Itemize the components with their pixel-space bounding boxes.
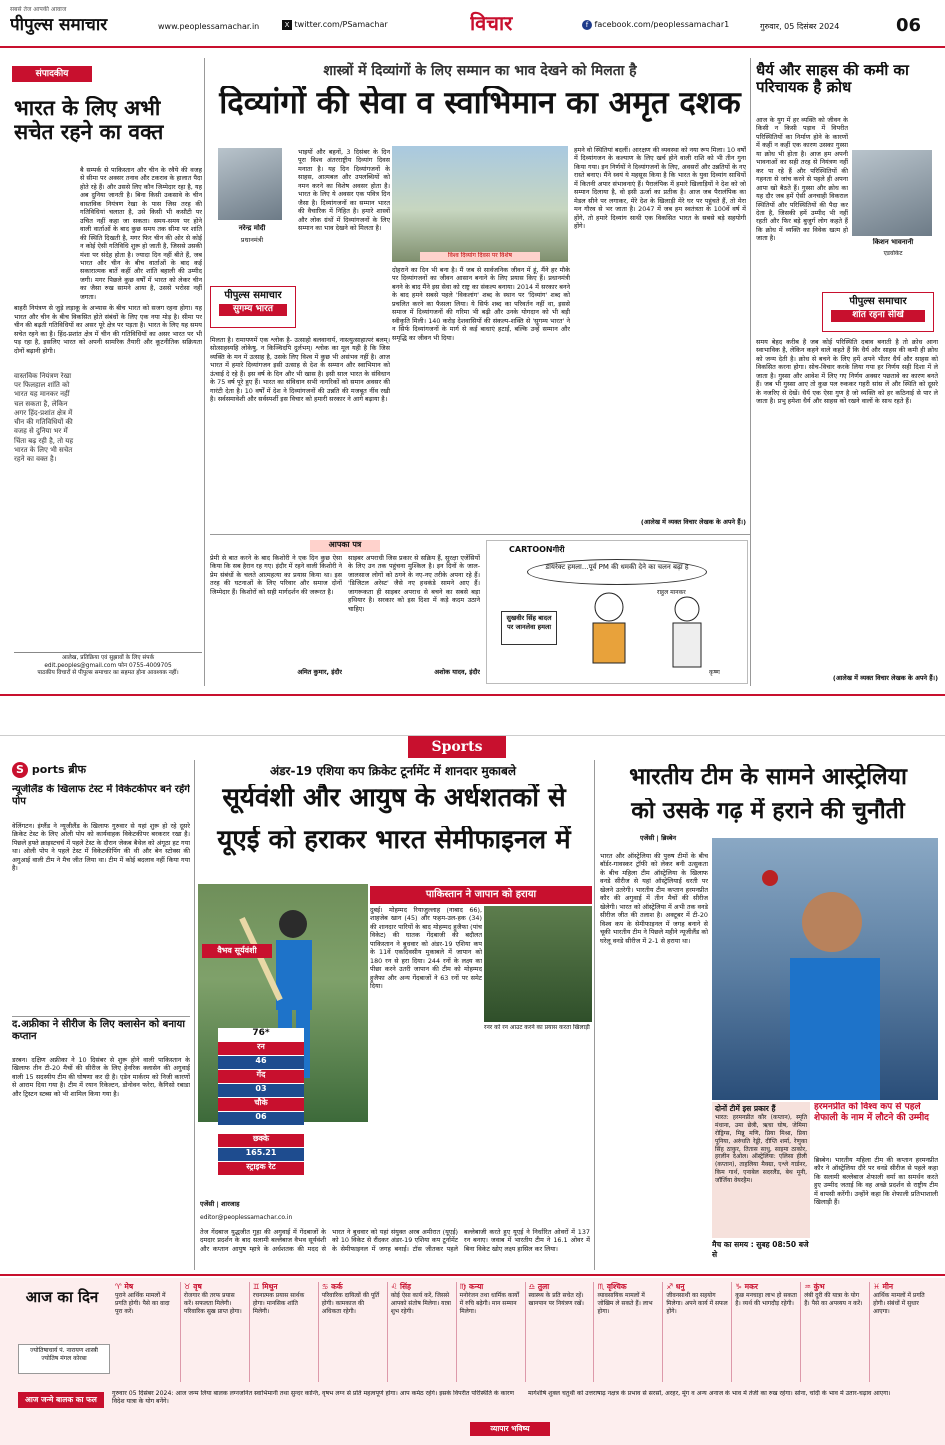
photo-caption: विश्व दिव्यांग दिवस पर विशेष [420, 252, 540, 261]
zodiac-sagittarius: ♐ धनु जीवनसाथी का सहयोग मिलेगा। अपने कार्य में सफल होंगे। [663, 1282, 732, 1382]
brand-logo: सबसे तेज आपकी आवाज पीपुल्स समाचार [10, 6, 108, 35]
player-stats-2: छक्के 165.21 स्ट्राइक रेट [218, 1134, 304, 1180]
zodiac-aries: ♈ मेष पुराने आर्थिक मामलों में प्रगति होगी। पैसे का वादा पूरा करें। [112, 1282, 181, 1382]
website-link[interactable]: www.peoplessamachar.in [158, 22, 260, 31]
issue-date: गुरुवार, 05 दिसंबर 2024 [760, 22, 840, 31]
leo-icon: ♌ [390, 1282, 398, 1291]
trade-text: मार्गशीर्ष शुक्ल चतुर्थी को उत्तराषाढ़ नक्षत्र के प्रभाव से सरसों, अरहर, मूंग व अन्य अनाज के भाव में तेजी का रुख रहेगा। सोना, चांदी के भाव में उतार-चढ़ाव आएगा। [528, 1390, 891, 1397]
editorial-label: संपादकीय [12, 66, 92, 82]
brief2-body: डरबन। दक्षिण अफ्रीका ने 10 दिसंबर से शुरू होने वाली पाकिस्तान के खिलाफ तीन टी-20 मैचों की सीरीज के लिए हेनरिक क्लासेन की अगुवाई वाली 15 सदस्यीय टीम की घोषणा कर दी है। एडेन मार्करम को निजी कारणों से आराम दिया गया है। टीम में रयान रिकेल्टन, डोनोवन फरेरा, कैगिसो रबाडा और ट्रिस्टन स्टब्स को भी शामिल किया गया है। [12, 1056, 190, 1098]
pak-caption: रनर को रन आउट करने का प्रयास करता खिलाड़ी [484, 1024, 590, 1031]
right-body-bottom: समय बेहद करीब है जब कोई परिस्थिति दबाव बनाती है तो क्रोध आना स्वाभाविक है, लेकिन कहने वाले कहते हैं कि धैर्य और साहस की कमी ही क्रोध को जन्म देती है। क्रोध से बचने के लिए हमें अपने भीतर धैर्य और साहस को विकसित करना होगा। सोच-विचार करके लिया गया हर निर्णय सही दिशा में ले जाता है। गुस्सा और आवेश में लिए गए निर्णय अक्सर पछतावे का कारण बनते हैं। जब भी गुस्सा आए तो कुछ पल रुककर गहरी सांस लें और स्थिति को दूसरे के नजरिए से देखें। धैर्य एक ऐसा गुण है जो व्यक्ति को हर कठिनाई से पार ले जाता है। प्रभु हमेशा धैर्य और साहस को रखने वालों के साथ रहते हैं। [756, 338, 938, 406]
sagittarius-icon: ♐ [666, 1282, 674, 1291]
team-box: दोनों टीमें इस प्रकार हैं भारत: हरमनप्रीत कौर (कप्तान), स्मृति मंधाना, उमा छेत्री, ऋचा घोष, जेमिमा रोड्रिग्स, मिन्नू मणि, प्रिया मिश्रा, प्रिया पूनिया, अरुंधति रेड्डी, दीप्ति शर्मा, रेणुका सिंह ठाकुर, तितास साधु, साइमा ठाकोर, हरलीन देओल। ऑस्ट्रेलिया: एलिसा हीली (कप्तान), ताहलिया मैक्ग्रा, एश्ले गार्डनर, किम गार्थ, एनाबेल सदरलैंड, बेथ मूनी, जॉर्जिया वेयरहैम। [712, 1102, 810, 1238]
harman-body: ब्रिस्बेन। भारतीय महिला टीम की कप्तान हरमनप्रीत कौर ने ऑस्ट्रेलिया दौरे पर वनडे सीरीज से पहले कहा कि सलामी बल्लेबाज शेफाली वर्मा का समर्थन करते हुए उम्मीद जताई कि वह अच्छे प्रदर्शन से राष्ट्रीय टीम में वापसी करेंगी। उन्होंने कहा कि शेफाली प्रतिभाशाली खिलाड़ी हैं। [814, 1156, 938, 1207]
sports-headline-1: सूर्यवंशी और आयुष के अर्धशतकों से [222, 784, 566, 813]
trade-label: व्यापार भविष्य [470, 1422, 550, 1436]
sports-agency: एजेंसी | शारजाह [200, 1200, 240, 1208]
capricorn-icon: ♑ [735, 1282, 743, 1291]
editorial-paragraph: बाहरी नियंत्रण से जुड़े लड़ाकू के अभ्यास के बीच भारत को सजग रहना होगा। यह भारत और चीन के बीच विकसित होते संबंधों के लिए एक नया मोड़ है। सीमा पर चीन की बढ़ती गतिविधियों का असर पूरे क्षेत्र पर पड़ता है। भारत के लिए यह समय सचेत रहने का है। हिंद-प्रशांत क्षेत्र में चीन की गतिविधियों का असर भारत पर भी पड़ रहा है, इसलिए भारत को अपनी सामरिक तैयारी और कूटनीतिक सक्रियता दोनों बढ़ानी होगी। [14, 304, 202, 355]
cartoon-box: CARTOONगीरी डायरेक्ट हमला...पूर्व PM की धमकी देने का चलन बढ़ा है सुखवीर सिंह बादल पर जानलेवा हमला राहुल मानकर कृष्ण [486, 540, 748, 684]
brief2-headline: द.अफ्रीका ने सीरीज के लिए क्लासेन को बनाया कप्तान [12, 1016, 190, 1052]
sports-label: Sports [408, 736, 506, 758]
zodiac-aquarius: ♒ कुंभ लंबी दूरी की यात्रा के योग हैं। पैसे का अपव्यय न करें। [801, 1282, 870, 1382]
main-col4: हमने वो स्थितियां बदलीं। आरक्षण की व्यवस्था को नया रूप मिला। 10 वर्षों में दिव्यांगजन के कल्याण के लिए खर्च होने वाली राशि को भी तीन गुना किया गया। इन निर्णयों ने दिव्यांगजनों के लिए, अवसरों और उन्नतियों के नए रास्ते बनाए। मैंने स्वयं ये महसूस किया है कि भारत के युवा दिव्यांग साथियों में कितनी अपार संभावनाएं हैं। पैरालंपिक में हमारे खिलाड़ियों ने देश को जो सम्मान दिलाया है, वो इसी ऊर्जा का प्रतीक है। आज जब पैरालंपिक का मेडल सीने पर लगाकर, मेरे देश के खिलाड़ी मेरे घर पर पहुंचते हैं, तो मेरा मन गौरव से भर जाता है। 2047 में जब हम स्वतंत्रता के 100वें वर्ष में होंगे, तो हमारे दिव्यांग साथी एक विकसित भारत के सबसे बड़े सहयोगी होंगे। [574, 146, 746, 231]
horoscope-title: आज का दिन [25, 1288, 99, 1306]
harmanpreet-photo [712, 838, 938, 1100]
right-column-badge: पीपुल्स समाचार शांत रहना सीखें [822, 292, 934, 332]
pak-photo [484, 906, 592, 1022]
main-kicker: शास्त्रों में दिव्यांगों के लिए सम्मान का भाव देखने को मिलता है [323, 63, 637, 79]
zodiac-gemini: ♊ मिथुन रचनात्मक प्रयास सार्थक होगा। मानसिक शांति मिलेगी। [250, 1282, 319, 1382]
zodiac-libra: ♎ तुला स्वास्थ्य के प्रति सचेत रहें। खानपान पर नियंत्रण रखें। [526, 1282, 595, 1382]
pak-label: पाकिस्तान ने जापान को हराया [370, 886, 592, 904]
facebook-link[interactable]: f facebook.com/peoplessamachar1 [582, 20, 752, 36]
sports-kicker: अंडर-19 एशिया कप क्रिकेट टूर्नामेंट में शानदार मुकाबले [269, 764, 517, 778]
letters-label: आपका पत्र [310, 540, 380, 552]
brief1-body: वेलिंगटन। इंग्लैंड ने न्यूजीलैंड के खिलाफ गुरुवार से यहां शुरू हो रहे दूसरे क्रिकेट टेस्ट के लिए ओली पोप को कार्यवाहक विकेटकीपर बरकरार रखा है। पिछले हफ्ते क्राइस्टचर्च में पहले टेस्ट के दौरान जेकब बैथेल को अंगूठा हट गया था। ओली पोप ने पहले टेस्ट में विकेटकीपिंग की थी और बेन स्टोक्स की अगुआई वाली टीम ने मैच जीत लिया था। टीम में कोई बदलाव नहीं किया गया है। [12, 822, 190, 873]
match-time: मैच का समय : सुबह 08:50 बजे से [712, 1240, 809, 1259]
sports-right-body: भारत और ऑस्ट्रेलिया की पुरुष टीमों के बीच बॉर्डर-गावस्कर ट्रॉफी को लेकर बनी उत्सुकता के बीच महिला टीम ऑस्ट्रेलिया के खिलाफ वनडे सीरीज से यहां ऑस्ट्रेलियाई धरती पर खेलने उतरेगी। भारतीय टीम कप्तान हरमनप्रीत कौर की अगुवाई में तीन मैचों की सीरीज खेलेगी। भारत को ऑस्ट्रेलिया में अभी तक वनडे सीरीज जीत की तलाश है। अक्टूबर में टी-20 विश्व कप के सेमीफाइनल में जगह बनाने से चूकी भारतीय टीम ने पिछले महीने न्यूजीलैंड को घरेलू वनडे सीरीज में 2-1 से हराया था। [600, 852, 708, 945]
zodiac-cancer: ♋ कर्क परिवारिक दायित्वों की पूर्ति होगी। कामकाज की अधिकता रहेगी। [319, 1282, 388, 1382]
section-title: विचार [470, 11, 513, 35]
player-stats: 76* रन 46 गेंद 03 चौके 06 [218, 1028, 304, 1134]
pisces-icon: ♓ [873, 1282, 880, 1291]
sports-right-headline: को उसके गढ़ में हराने की चुनौती [631, 798, 905, 824]
letter-2: साइबर अपराधी जिस प्रकार से सक्रिय हैं, सुरक्षा एजेंसियों के लिए उन तक पहुंचना मुश्किल है। इन दिनों के जाल-जालसाज लोगों को ठगने के नए-नए तरीके अपना रहे हैं। 'डिजिटल अरेस्ट' जैसे नए हथकंडे सामने आए हैं। जागरूकता ही साइबर अपराध से बचने का सबसे बड़ा हथियार है। सरकार को इस दिशा में कड़े कदम उठाने चाहिए। [348, 554, 480, 613]
letters-box: आपका पत्र प्रेमी से बात करने के बाद किशोरी ने एक दिन कुछ ऐसा किया कि सब हैरान रह गए। इंदौर में रहने वाली किशोरी ने प्रेम संबंधों के चलते आत्महत्या का प्रयास किया था। इस तरह की घटनाओं के लिए परिवार और समाज दोनों जिम्मेदार हैं। किशोरों को सही मार्गदर्शन की जरूरत है। अमित कुमार, इंदौर साइबर अपराधी जिस प्रकार से सक्रिय हैं, सुरक्षा एजेंसियों के लिए उन तक पहुंचना मुश्किल है। इन दिनों के जाल-जालसाज लोगों को ठगने के नए-नए तरीके अपना रहे हैं। 'डिजिटल अरेस्ट' जैसे नए हथकंडे सामने आए हैं। जागरूकता ही साइबर अपराध से बचने का सबसे बड़ा हथियार है। सरकार को इस दिशा में कड़े कदम उठाने चाहिए। अशोक यादव, इंदौर [210, 540, 480, 676]
editorial-pullquote: वास्तविक नियंत्रण रेखा पर फिलहाल शांति को भारत यह मानकर नहीं चल सकता है, लेकिन अगर हिंद-प्रशांत क्षेत्र में चीन की गतिविधियों की वजह से दुनिया भर में चिंता बढ़ रही है, तो यह भारत के लिए भी सचेत रहने का वक्त है। [14, 372, 74, 464]
virgo-icon: ♍ [459, 1282, 467, 1291]
twitter-icon: X [282, 20, 292, 30]
main-disclaimer: (आलेख में व्यक्त विचार लेखक के अपने हैं।) [640, 518, 746, 526]
right-author-photo [852, 150, 932, 236]
sports-main-body: तेज गेंदबाज युद्धजीत गुहा की अगुवाई में गेंदबाजों के दमदार प्रदर्शन के बाद सलामी बल्लेबाज वैभव सूर्यवंशी और कप्तान आयुष म्हात्रे के अर्धशतक की मदद से भारत ने बुधवार को यहां संयुक्त अरब अमीरात (यूएई) को 10 विकेट से रौंदकर अंडर-19 एशिया कप टूर्नामेंट के सेमीफाइनल में जगह बनाई। टॉस जीतकर पहले बल्लेबाजी करते हुए यूएई ने निर्धारित ओवरों में 137 रन बनाए। जवाब में भारतीय टीम ने 16.1 ओवर में बिना विकेट खोए लक्ष्य हासिल कर लिया। [200, 1228, 590, 1253]
gemini-icon: ♊ [252, 1282, 260, 1291]
birthday-text: गुरुवार 05 दिसंबर 2024: आज जन्म लिया बालक लग्नजनित स्वाभिमानी तथा सुन्दर कान्ति, वृषभ लग्न से प्रति महत्वपूर्ण होगा। आप कर्मठ रहेंगे। इसके विपरीत परिस्थिति के कारण विदेश यात्रा के योग बनेंगे। [112, 1390, 514, 1406]
sports-headline-2: यूएई को हराकर भारत सेमीफाइनल में [217, 826, 571, 855]
brief1-headline: न्यूजीलैंड के खिलाफ टेस्ट में विकेटकीपर बने रहेंगे पोप [12, 784, 190, 807]
zodiac-capricorn: ♑ मकर कुछ मनचाहा लाभ हो सकता है। व्यर्थ की भागदौड़ रहेगी। [732, 1282, 801, 1382]
facebook-icon: f [582, 20, 592, 30]
column-badge: पीपुल्स समाचार सुगम्य भारत [210, 286, 296, 328]
pak-body: दुबई। मोहम्मद रियाजुल्लाह (नाबाद 66), शाहजेब खान (45) और फहम-उल-हक (34) की शानदार पारियों के बाद मोहम्मद हुजैफा (पांच विकेट) की घातक गेंदबाजी की बदौलत पाकिस्तान ने बुधवार को अंडर-19 एशिया कप के 11वें एकदिवसीय मुकाबले में जापान को 180 रन से हरा दिया। 244 रनों के लक्ष्य का पीछा करने उतरी जापान की टीम को मोहम्मद हुजैफा और अन्य गेंदबाजों ने 63 रनों पर समेट दिया। [370, 906, 482, 991]
twitter-link[interactable]: X twitter.com/PSamachar [282, 20, 412, 36]
libra-icon: ♎ [528, 1282, 536, 1291]
main-col1: भाइयों और बहनों, 3 दिसंबर के दिन पूरा विश्व अंतरराष्ट्रीय दिव्यांग दिवस मनाता है। यह दिन दिव्यांगजनों के साहस, आत्मबल और उपलब्धियों को नमन करने का विशेष अवसर होता है। भारत के लिए ये अवसर एक पवित्र दिन जैसा है। दिव्यांगजनों का सम्मान भारत की वैचारिक में निहित है। हमारे शास्त्रों और लोक ग्रंथों में दिव्यांगजनों के लिए सम्मान का भाव देखने को मिलता है। [298, 148, 390, 233]
right-body-top: आज के युग में हर व्यक्ति को जीवन के किसी न किसी पड़ाव में विपरीत परिस्थितियों का निर्माण होने के कारणों में कहीं न कहीं एक कारण उसका गुस्सा या क्रोध भी होता है। आज हम अपनी भावनाओं का सही तरह से नियंत्रण नहीं कर पा रहे हैं और परिस्थितियों की गहनता से जांच करने से पहले ही अपना आपा खो बैठते हैं। गुस्सा और क्रोध का यह दौर जब हमें ऐसी अनचाही विकराल स्थितियों और परिस्थितियों की पैदा कर देता है, जिसकी हमें उम्मीद भी नहीं रहती और फिर बड़े बुजुर्ग लोग कहते हैं कि क्रोध में व्यक्ति का विवेक खत्म हो जाता है। [756, 116, 848, 243]
zodiac-virgo: ♍ कन्या मनोरंजन तथा धार्मिक कार्यों में रुचि बढ़ेगी। मान सम्मान मिलेगा। [457, 1282, 526, 1382]
main-photo [392, 146, 568, 262]
sports-brief-icon: S [12, 762, 28, 778]
author-box: नरेन्द्र मोदी प्रधानमंत्री [210, 148, 294, 250]
aquarius-icon: ♒ [804, 1282, 811, 1291]
zodiac-scorpio: ♏ वृश्चिक व्यावसायिक मामलों में जोखिम ले सकते हैं। लाभ होगा। [594, 1282, 663, 1382]
right-headline: धैर्य और साहस की कमी का परिचायक है क्रोध [756, 62, 909, 97]
jyotish-credit: ज्योतिषाचार्य पं. नारायण शास्त्री ज्योतिष मंगल कोरबा [18, 1344, 110, 1374]
page-number: 06 [896, 15, 922, 36]
page-header [0, 0, 945, 48]
aries-icon: ♈ [115, 1282, 122, 1291]
taurus-icon: ♉ [183, 1282, 191, 1291]
zodiac-taurus: ♉ वृष रोजगार की तरफ प्रयास करें। सफलता मिलेगी। परिवारिक सुख प्राप्त होगा। [181, 1282, 250, 1382]
main-col3: दोहराने का दिन भी बना है। मैं जब से सार्वजनिक जीवन में हूं, मैंने हर मौके पर दिव्यांगजनों का जीवन आसान बनाने के लिए प्रयास किए हैं। प्रधानमंत्री बनने के बाद मैंने इस सेवा को राष्ट्र का संकल्प बनाया। 2014 में सरकार बनने के बाद हमने सबसे पहले 'विकलांग' शब्द के स्थान पर 'दिव्यांग' शब्द को प्रचलित करने का फैसला लिया। ये सिर्फ शब्द का परिवर्तन नहीं था, इससे समाज में दिव्यांगजनों की गरिमा भी बढ़ी और उनके योगदान को भी बड़ी स्वीकृति मिली। 140 करोड़ देशवासियों की संकल्प-शक्ति से 'सुगम्य भारत' ने न सिर्फ दिव्यांगजनों के मार्ग से कई बाधाएं हटाईं, बल्कि उन्हें सम्मान और समृद्धि का जीवन भी दिया। [392, 266, 570, 342]
editorial-footer: आलेख, प्रतिक्रिया एवं सुझावों के लिए संपर्क edit.peoples@gmail.com फोन 0755-4009705 पाठकीय विचारों से पीपुल्स समाचार का सहमत होना आवश्यक नहीं। [14, 652, 202, 688]
birthday-label: आज जन्मे बालक का फल [18, 1392, 104, 1408]
editorial-paragraph: बै सम्पर्क से पाकिस्तान और चीन के रवैये की वजह से सीमा पर अक्सर तनाव और टकराव के हालात पैदा होते रहे हैं। और उससे लिए कौन जिम्मेदार रहा है, यह अब दुनिया जानती है। बिना किसी उकसावे के चीन वास्तविक नियंत्रण रेखा के पास जिस तरह की गतिविधियां चलाता है, उसे किसी भी कसौटी पर उचित नहीं कहा जा सकता। समय-समय पर होने वाली वार्ताओं के बाद कुछ समय तक सीमा पर शांति की स्थिति दिखती है, मगर फिर चीन की ओर से कोई न कोई ऐसी गतिविधि शुरू हो जाती है, जिससे उसकी मंशा पर संदेह होता है। ज्यादा दिन नहीं बीते हैं, जब भारत और चीन के बीच वार्ताओं के बाद कई सकारात्मक बातें कहीं और शांति बहाली की उम्मीद जगी। मगर पिछले कुछ वर्षों में भारत को लेकर चीन का जैसा रुख सामने आया है, उससे भरोसा नहीं जगता। [80, 166, 202, 301]
main-headline: दिव्यांगों की सेवा व स्वाभिमान का अमृत दशक [219, 86, 741, 121]
sports-right-kicker: भारतीय टीम के सामने आस्ट्रेलिया [629, 764, 907, 790]
cartoon-board: सुखवीर सिंह बादल पर जानलेवा हमला [501, 611, 557, 645]
sports-email[interactable]: editor@peoplessamachar.co.in [200, 1214, 293, 1221]
scorpio-icon: ♏ [597, 1282, 605, 1291]
zodiac-row [112, 1282, 938, 1382]
footer-email[interactable]: edit.peoples@gmail.com [44, 662, 117, 669]
letter-1: प्रेमी से बात करने के बाद किशोरी ने एक दिन कुछ ऐसा किया कि सब हैरान रह गए। इंदौर में रहने वाली किशोरी ने प्रेम संबंधों के चलते आत्महत्या का प्रयास किया था। इस तरह की घटनाओं के लिए परिवार और समाज दोनों जिम्मेदार हैं। किशोरों को सही मार्गदर्शन की जरूरत है। [210, 554, 342, 596]
editorial-headline: भारत के लिए अभी सचेत रहने का वक्त [14, 96, 164, 145]
player-label: वैभव सूर्यवंशी [202, 944, 272, 958]
cartoon-speech: डायरेक्ट हमला...पूर्व PM की धमकी देने का चलन बढ़ा है [527, 559, 707, 585]
zodiac-leo: ♌ सिंह कोई ऐसा कार्य करें, जिससे आपको संतोष मिलेगा। यात्रा शुभ रहेगी। [388, 1282, 457, 1382]
sports-brief-label: S ports ब्रीफ [12, 762, 187, 782]
cartoon-label: CARTOONगीरी [509, 545, 565, 554]
zodiac-pisces: ♓ मीन आर्थिक मामलों में प्रगति होगी। संबंधों में सुधार आएगा। [873, 1282, 925, 1315]
right-agency: एजेंसी | ब्रिस्बेन [640, 834, 677, 842]
cancer-icon: ♋ [321, 1282, 329, 1291]
harman-headline: हरमनप्रीत को विश्व कप से पहले शेफाली के नाम में लौटने की उम्मीद [814, 1102, 929, 1123]
main-col2: मिलता है। रामायणमें एक श्लोक है- उत्साहो बलवानार्य, नास्त्युत्साहात्परं बलम्। सोत्साहस्यहि लोकेषु, न किञ्चिदपि दुर्लभम्। श्लोक का मूल यही है कि जिस व्यक्ति के मन में उत्साह है, उसके लिए विश्व में कुछ भी असंभव नहीं है। आज भारत में हमारे दिव्यांगजन इसी उत्साह से देश के सम्मान और स्वाभिमान को ऊंचाई दे रहे हैं। इस वर्ष के दिन और भी खास है। इसी साल भारत के संविधान के 75 वर्ष पूरे हुए हैं। भारत का संविधान सभी नागरिकों को समान अवसर की गारंटी देता है। 10 वर्षों में देश ने दिव्यांगजनों की उन्नति की मजबूत नींव रखी है। सर्वसमावेशी और सर्वस्पर्शी इस विचार को हमारी सरकार ने आगे बढ़ाया है। [210, 336, 390, 404]
author-photo [218, 148, 282, 220]
